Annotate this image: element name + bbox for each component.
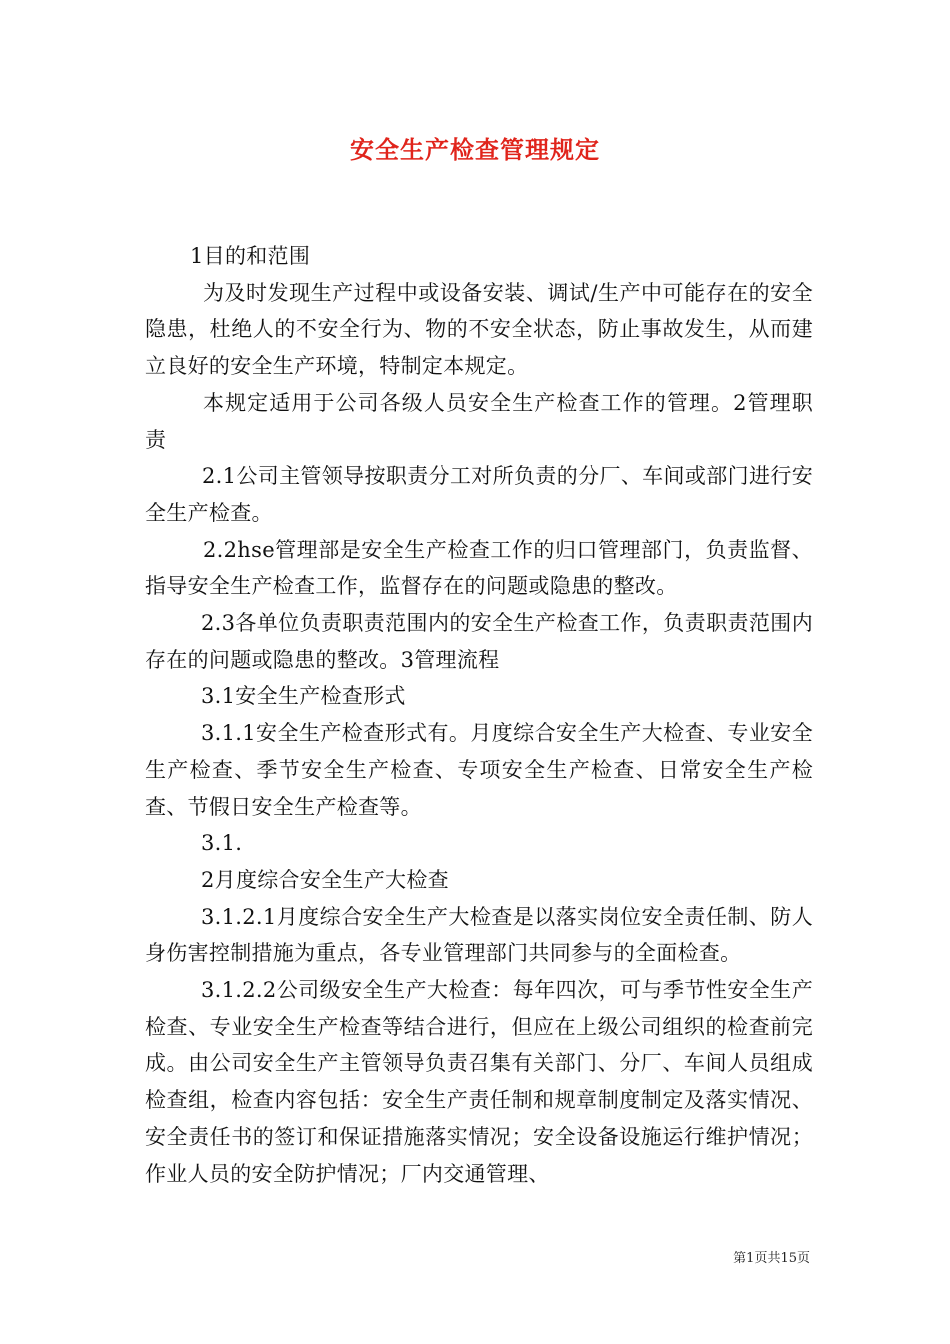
paragraph-3-1-1: 3.1.1安全生产检查形式有。月度综合安全生产大检查、专业安全生产检查、季节安全生产检查、专项安全生产检查、日常安全生产检查、节假日安全生产检查等。 [145, 721, 813, 819]
paragraph-scope: 本规定适用于公司各级人员安全生产检查工作的管理。2管理职责 [145, 390, 813, 452]
paragraph-3-1-2-2: 3.1.2.2公司级安全生产大检查：每年四次，可与季节性安全生产检查、专业安全生产检查等结合进行，但应在上级公司组织的检查前完成。由公司安全生产主管领导负责召集有关部门、分厂、车间人员组成检查组，检查内容包括：安全生产责任制和规章制度制定及落实情况、安全责任书的签订和保证措施落实情况；安全设备设施运行维护情况；作业人员的安全防护情况；厂内交通管理、 [145, 978, 813, 1186]
paragraph-3-1-2-heading: 2月度综合安全生产大检查 [201, 867, 449, 892]
paragraph-section-1: 1目的和范围 [190, 244, 311, 268]
paragraph-3-1-fragment: 3.1. [201, 831, 243, 856]
paragraph-3-1-2-1: 3.1.2.1月度综合安全生产大检查是以落实岗位安全责任制、防人身伤害控制措施为重点，各专业管理部门共同参与的全面检查。 [145, 904, 813, 966]
paragraph-2-2: 2.2hse管理部是安全生产检查工作的归口管理部门，负责监督、指导安全生产检查工作，监督存在的问题或隐患的整改。 [145, 537, 813, 599]
document-title: 安全生产检查管理规定 [350, 135, 600, 164]
paragraph-3-1: 3.1安全生产检查形式 [201, 684, 406, 709]
paragraph-2-3: 2.3各单位负责职责范围内的安全生产检查工作，负责职责范围内存在的问题或隐患的整改。3管理流程 [145, 611, 813, 672]
document-body [145, 238, 813, 1192]
paragraph-purpose: 为及时发现生产过程中或设备安装、调试/生产中可能存在的安全隐患，杜绝人的不安全行为、物的不安全状态，防止事故发生，从而建立良好的安全生产环境，特制定本规定。 [145, 280, 813, 379]
page-number: 第1页共15页 [733, 1251, 810, 1266]
paragraph-2-1: 2.1公司主管领导按职责分工对所负责的分厂、车间或部门进行安全生产检查。 [145, 464, 813, 525]
